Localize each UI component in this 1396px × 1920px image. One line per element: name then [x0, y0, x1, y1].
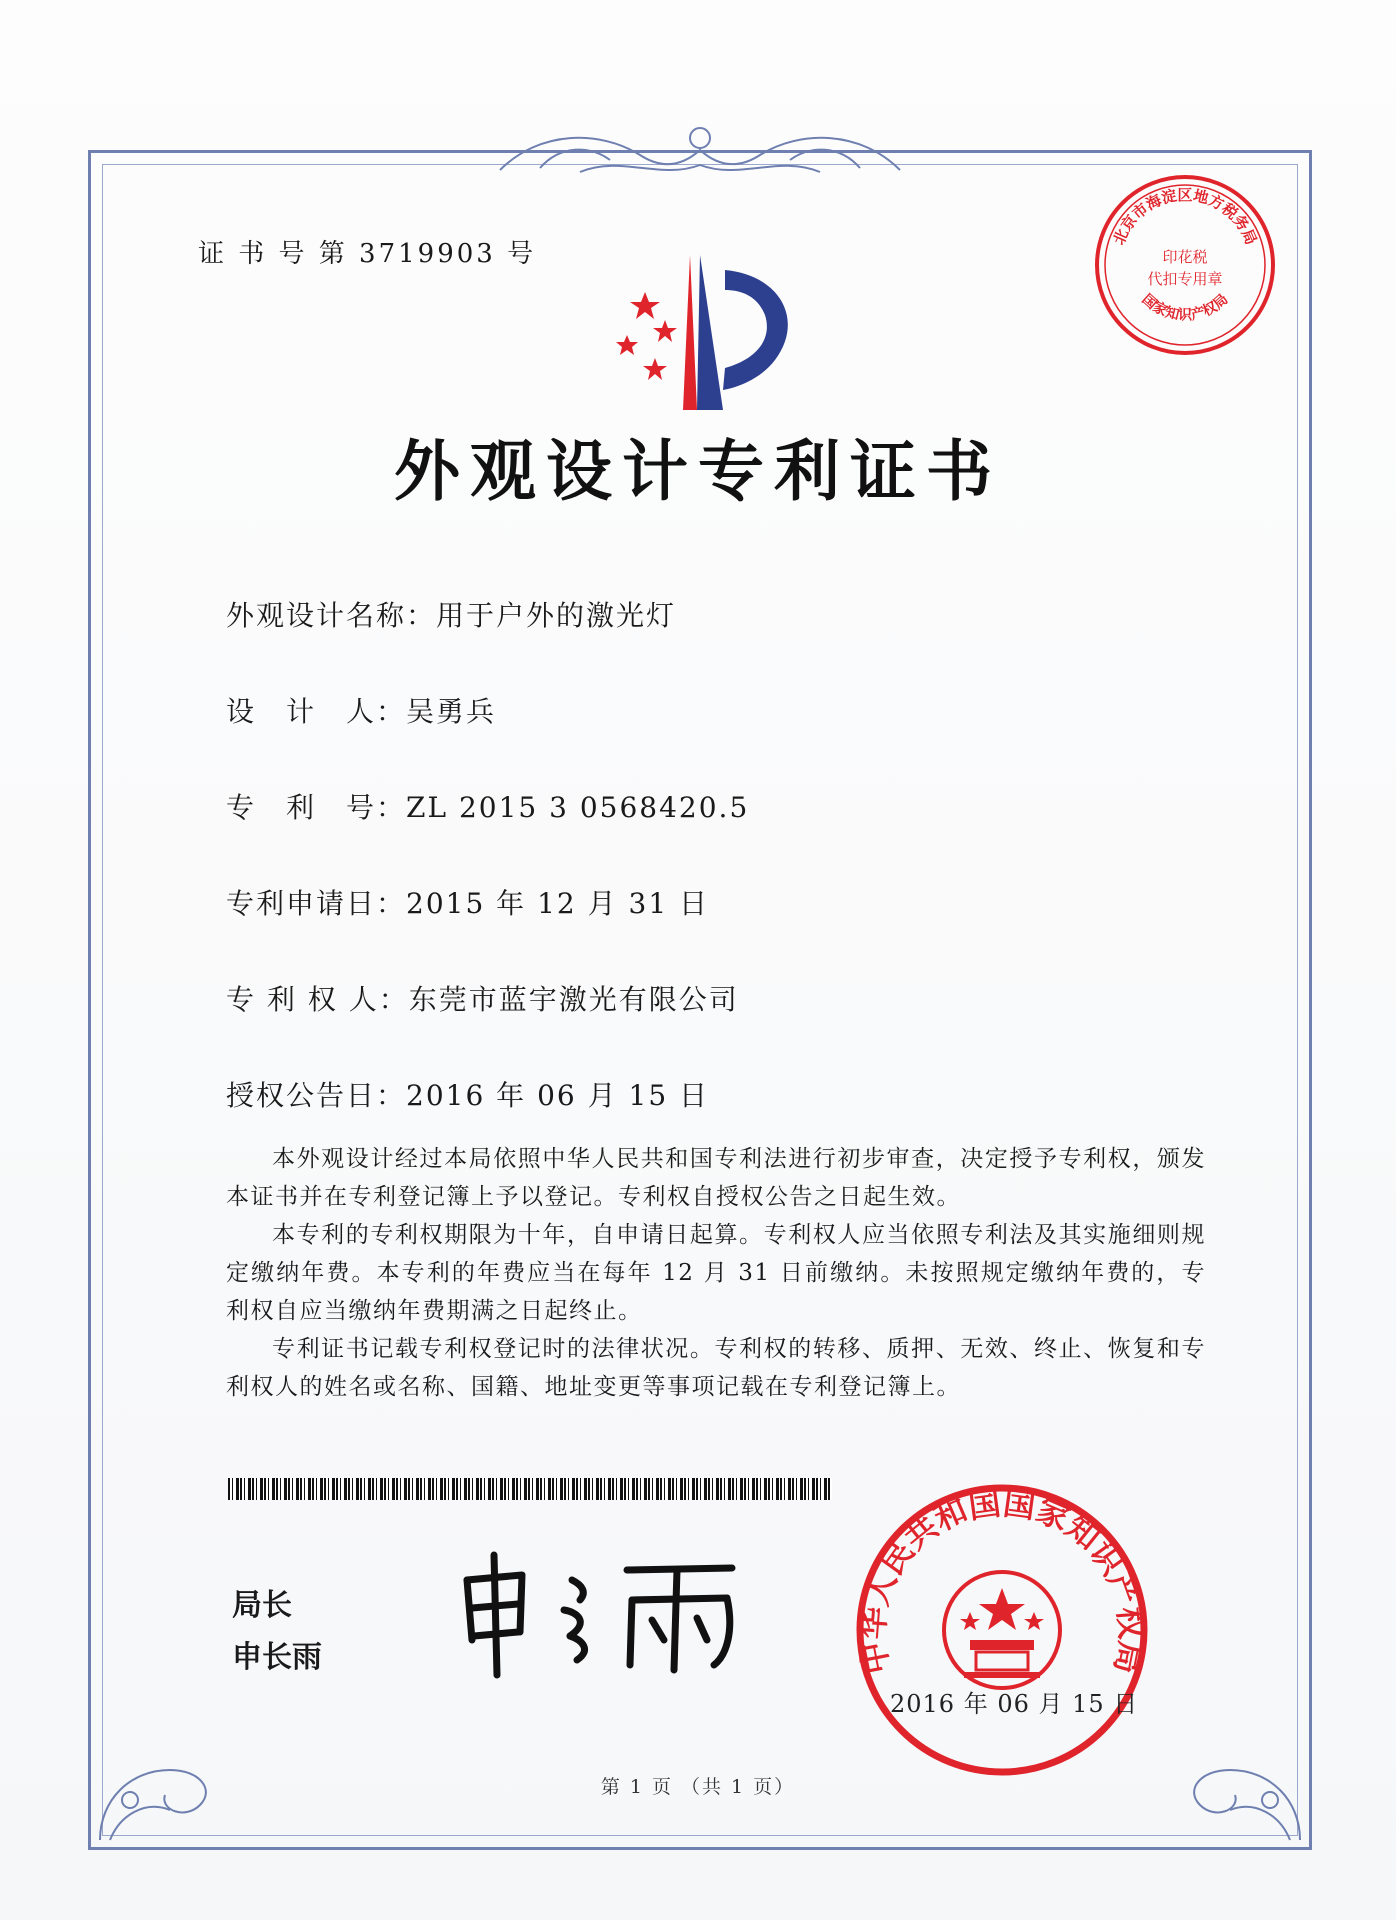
cnipa-seal — [852, 1480, 1152, 1780]
certificate-number: 证 书 号 第 3719903 号 — [198, 239, 537, 269]
field-grant-date — [226, 1074, 709, 1114]
barcode — [228, 1478, 832, 1500]
tax-seal — [1090, 170, 1280, 360]
tax-seal-ring-text: 北京市海淀区地方税务局 — [1109, 186, 1261, 248]
page-number: 第 1 页 （共 1 页） — [600, 1776, 796, 1798]
tax-seal-center-line1: 印花税 — [1162, 248, 1208, 266]
tax-seal-center-line2: 代扣专用章 — [1147, 270, 1223, 288]
field-design-name — [226, 594, 676, 634]
field-value: ZL 2015 3 0568420.5 — [406, 791, 750, 824]
field-designer — [226, 690, 496, 730]
legal-text — [226, 1140, 1206, 1406]
svg-text:国家知识产权局 — [1139, 291, 1232, 324]
field-label: 专 利 号： — [226, 791, 407, 824]
field-value: 2015 年 12 月 31 日 — [406, 887, 710, 920]
certificate-title: 外观设计专利证书 — [394, 432, 1002, 510]
director-signature — [452, 1540, 752, 1680]
director-name: 申长雨 — [232, 1640, 322, 1675]
field-label: 外观设计名称： — [226, 599, 437, 632]
national-emblem-icon — [944, 1572, 1060, 1688]
paragraph-term: 本专利的专利权期限为十年，自申请日起算。专利权人应当依照专利法及其实施细则规定缴纳年费。本专利的年费应当在每年 12 月 31 日前缴纳。未按照规定缴纳年费的，专利权自应当缴纳年费期满之日起终止。 — [226, 1222, 1206, 1324]
paragraph-grant: 本外观设计经过本局依照中华人民共和国专利法进行初步审查，决定授予专利权，颁发本证书并在专利登记簿上予以登记。专利权自授权公告之日起生效。 — [226, 1146, 1206, 1210]
field-label: 授权公告日： — [226, 1079, 407, 1112]
field-patentee — [226, 978, 739, 1018]
paragraph-status: 专利证书记载专利权登记时的法律状况。专利权的转移、质押、无效、终止、恢复和专利权人的姓名或名称、国籍、地址变更等事项记载在专利登记簿上。 — [226, 1336, 1206, 1400]
field-patent-number — [226, 786, 749, 826]
field-value: 用于户外的激光灯 — [436, 599, 677, 632]
field-value: 吴勇兵 — [406, 695, 497, 728]
top-ornament — [480, 110, 920, 190]
cnipa-emblem-icon — [605, 250, 835, 420]
seal-ring-text: 中华人民共和国国家知识产权局 — [853, 1484, 1151, 1678]
field-value: 东莞市蓝宇激光有限公司 — [408, 983, 739, 1016]
field-label: 设 计 人： — [226, 695, 407, 728]
field-value: 2016 年 06 月 15 日 — [406, 1079, 710, 1112]
director-title: 局长 — [232, 1588, 292, 1623]
field-label: 专利申请日： — [226, 887, 407, 920]
field-label: 专 利 权 人： — [226, 983, 409, 1016]
seal-date: 2016 年 06 月 15 日 — [890, 1690, 1139, 1718]
tax-seal-bottom-text: 国家知识产权局 — [1138, 291, 1232, 324]
field-application-date — [226, 882, 709, 922]
